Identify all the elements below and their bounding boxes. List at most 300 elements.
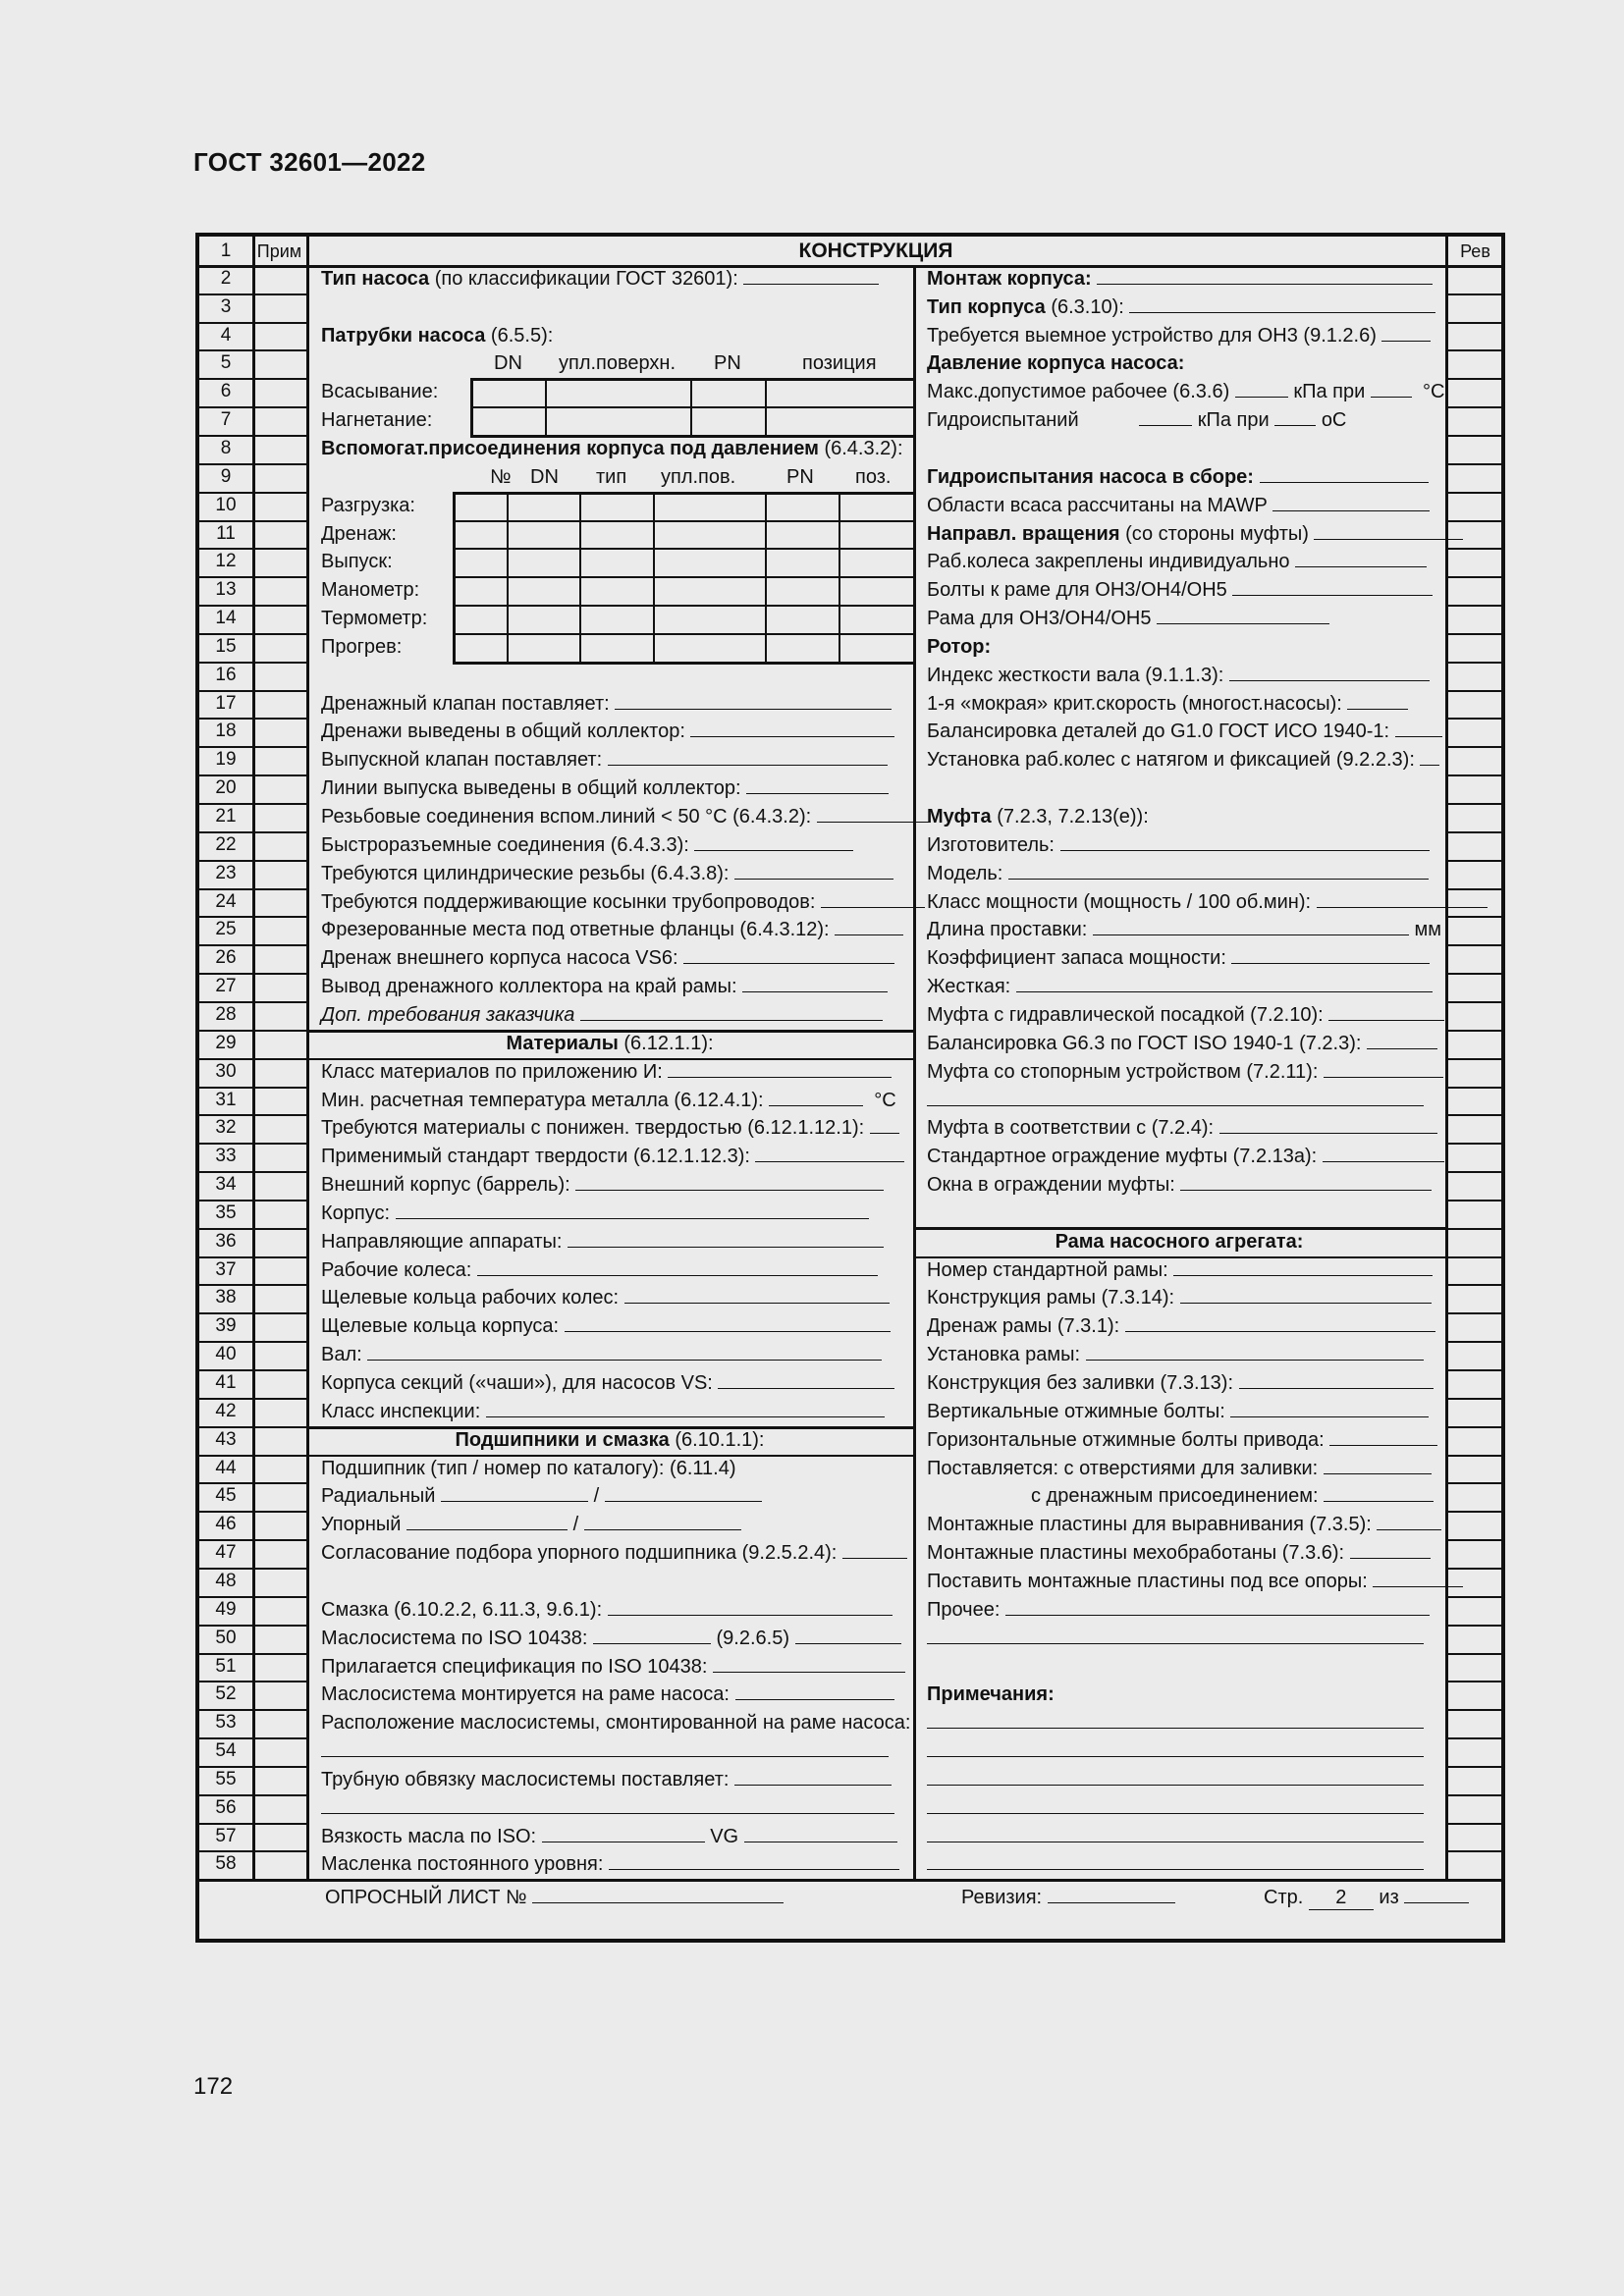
label-text: Подшипник (тип / номер по каталогу): (6.11.4) <box>321 1457 736 1479</box>
right-field <box>927 495 1430 517</box>
fill-line[interactable] <box>1016 976 1433 992</box>
grid-line <box>1445 378 1505 380</box>
label-text: Требуются цилиндрические резьбы (6.4.3.8): <box>321 862 730 884</box>
grid-line <box>199 1511 306 1513</box>
fill-line[interactable] <box>1239 1372 1434 1389</box>
sheet-number-field <box>325 1887 784 1909</box>
fill-line[interactable] <box>565 1315 891 1332</box>
thrust-bearing-field <box>321 1514 741 1536</box>
frame-field <box>927 1372 1434 1395</box>
row-number: 19 <box>215 749 237 771</box>
fill-line[interactable] <box>694 834 853 851</box>
fill-line[interactable] <box>1314 523 1463 540</box>
label-text: 1-я «мокрая» крит.скорость (многост.насосы): <box>927 692 1342 715</box>
label-text: Ротор: <box>927 635 992 658</box>
label-text: Корпуса секций («чаши»), для насосов VS: <box>321 1372 713 1394</box>
fill-line[interactable] <box>1231 947 1430 964</box>
grid-line <box>1445 349 1505 351</box>
row-number: 34 <box>215 1174 237 1196</box>
grid-line <box>1445 548 1505 550</box>
bearings-heading <box>306 1429 913 1452</box>
frame-field <box>927 1344 1424 1366</box>
grid-line <box>199 1284 306 1286</box>
frame-field <box>927 1458 1432 1480</box>
label-text: Монтажные пластины для выравнивания (7.3.5): <box>927 1514 1372 1536</box>
fill-line[interactable] <box>795 1628 901 1644</box>
fill-line[interactable] <box>927 1628 1424 1644</box>
fill-line[interactable] <box>927 1853 1424 1870</box>
row-number: 37 <box>215 1258 237 1280</box>
aux-col-label <box>596 466 626 489</box>
label-text: Монтажные пластины мехобработаны (7.3.6): <box>927 1542 1345 1565</box>
fill-line[interactable] <box>1060 834 1430 851</box>
grid-line <box>1445 1256 1505 1258</box>
coupling-field <box>927 1174 1432 1197</box>
label-text: Радиальный <box>321 1485 436 1508</box>
label-text: Конструкция без заливки (7.3.13): <box>927 1372 1234 1394</box>
fill-line[interactable] <box>486 1401 885 1417</box>
coupling-field <box>927 1146 1444 1168</box>
grid-line <box>507 492 509 662</box>
label-text: Маслосистема по ISO 10438: <box>321 1627 588 1649</box>
grid-line <box>453 548 913 550</box>
document-header: ГОСТ 32601—2022 <box>193 147 426 177</box>
nozzle-col-label <box>494 352 522 375</box>
grid-line <box>1445 1001 1505 1003</box>
fill-line[interactable] <box>744 1826 897 1842</box>
grid-line <box>1445 633 1505 635</box>
left-field <box>321 891 925 914</box>
fill-line[interactable] <box>817 806 930 823</box>
fill-line[interactable] <box>441 1485 588 1502</box>
fill-line[interactable] <box>615 693 892 710</box>
label-text: Масленка постоянного уровня: <box>321 1853 604 1876</box>
fill-line[interactable] <box>1373 1571 1463 1587</box>
fill-line[interactable] <box>718 1372 894 1389</box>
grid-line <box>199 1455 306 1457</box>
row-number: 58 <box>215 1853 237 1875</box>
fill-line[interactable] <box>1086 1344 1424 1361</box>
grid-line <box>1445 1114 1505 1116</box>
grid-line <box>1445 888 1505 890</box>
row-number: 21 <box>215 806 237 827</box>
fill-line[interactable] <box>668 1061 892 1078</box>
fill-line[interactable] <box>1328 1004 1444 1021</box>
fill-line[interactable] <box>1129 296 1435 313</box>
grid-line <box>199 406 306 408</box>
coupling-field <box>927 891 1488 914</box>
discharge-label <box>321 409 432 432</box>
grid-line <box>199 1200 306 1201</box>
fill-line[interactable] <box>1367 1033 1437 1049</box>
label-text: Конструкция рамы (7.3.14): <box>927 1287 1175 1309</box>
label-text: Корпус: <box>321 1201 391 1224</box>
row-number: 5 <box>220 352 232 374</box>
grid-line <box>1445 944 1505 946</box>
label-text: Вал: <box>321 1344 362 1366</box>
row-number: 45 <box>215 1485 237 1507</box>
grid-line <box>1445 1030 1505 1032</box>
row-number: 11 <box>216 522 236 544</box>
fill-line[interactable] <box>1093 919 1409 935</box>
grid-line <box>1445 718 1505 720</box>
bearing-field <box>321 1769 892 1791</box>
row-number: 47 <box>215 1542 237 1564</box>
fill-line[interactable] <box>870 1117 899 1134</box>
fill-line[interactable] <box>532 1887 784 1903</box>
grid-line <box>1445 605 1505 607</box>
hydrotest-assembly-field <box>927 466 1429 489</box>
label-text: Дренаж: <box>321 522 397 545</box>
grid-line <box>199 1879 306 1882</box>
left-field <box>321 919 903 941</box>
fill-line[interactable] <box>1371 381 1412 398</box>
fill-line[interactable] <box>1404 1887 1469 1903</box>
fill-line[interactable] <box>1173 1259 1433 1276</box>
left-field <box>321 863 893 885</box>
fill-line[interactable] <box>321 1740 889 1757</box>
grid-line <box>199 576 306 578</box>
fill-line[interactable] <box>575 1174 884 1191</box>
fill-line[interactable] <box>1323 1146 1444 1162</box>
material-field <box>321 1174 884 1197</box>
fill-line[interactable] <box>1125 1315 1435 1332</box>
fill-line[interactable] <box>593 1628 711 1644</box>
row-number: 54 <box>215 1740 237 1762</box>
label-text: оС <box>1321 409 1347 432</box>
fill-line[interactable] <box>1420 749 1439 766</box>
label-text: Индекс жесткости вала (9.1.1.3): <box>927 664 1224 686</box>
row-number: 49 <box>215 1598 237 1620</box>
fill-line[interactable] <box>842 1542 907 1559</box>
label-text: Расположение маслосистемы, смонтированной на раме насоса: <box>321 1712 911 1735</box>
label-text: Манометр: <box>321 579 420 602</box>
grid-line <box>199 1398 306 1400</box>
fill-line[interactable] <box>1350 1542 1431 1559</box>
label-text: поз. <box>855 465 892 488</box>
fill-line[interactable] <box>542 1826 705 1842</box>
label-text: (6.10.1.1): <box>675 1428 765 1451</box>
grid-line <box>199 1625 306 1627</box>
grid-line <box>199 1850 306 1852</box>
material-field <box>321 1146 904 1168</box>
bearing-field <box>321 1458 735 1480</box>
grid-line <box>199 831 306 833</box>
label-text: Дренажный клапан поставляет: <box>321 692 610 715</box>
label-text: Поставить монтажные пластины под все опоры: <box>927 1570 1368 1592</box>
fill-line[interactable] <box>835 919 903 935</box>
fill-line[interactable] <box>406 1514 568 1530</box>
max-pressure-field <box>927 381 1444 403</box>
fill-line[interactable] <box>1329 1429 1437 1446</box>
fill-line[interactable] <box>927 1826 1424 1842</box>
grid-line <box>913 1227 1445 1230</box>
fill-line[interactable] <box>1180 1174 1432 1191</box>
oil-system-field <box>321 1628 901 1650</box>
casing-mount-field <box>927 268 1433 291</box>
fill-line[interactable] <box>1219 1117 1437 1134</box>
label-text: Муфта <box>927 806 992 828</box>
label-text: (6.3.10): <box>1051 295 1124 318</box>
row-number: 40 <box>215 1344 237 1365</box>
label-text: Болты к раме для ОН3/ОН4/ОН5 <box>927 579 1227 602</box>
row-number: 15 <box>215 635 237 657</box>
grid-line <box>199 633 306 635</box>
row-number: 31 <box>215 1089 237 1110</box>
label-text: Давление корпуса насоса: <box>927 352 1185 375</box>
fill-line[interactable] <box>927 1712 1424 1729</box>
row-number: 29 <box>215 1032 237 1053</box>
grid-line <box>199 662 306 664</box>
label-text: Применимый стандарт твердости (6.12.1.12.3): <box>321 1146 750 1168</box>
material-field <box>321 1287 890 1309</box>
fill-line[interactable] <box>769 1090 863 1106</box>
fill-line[interactable] <box>1324 1458 1432 1474</box>
grid-line <box>199 548 306 550</box>
bearing-field <box>321 1853 899 1876</box>
label-text: с дренажным присоединением: <box>1031 1485 1319 1508</box>
grid-line <box>1445 1766 1505 1768</box>
fill-line[interactable] <box>608 749 888 766</box>
fill-line[interactable] <box>1347 693 1408 710</box>
fill-line[interactable] <box>568 1231 884 1248</box>
fill-line[interactable] <box>1232 579 1433 596</box>
label-text: Рама для ОН3/ОН4/ОН5 <box>927 608 1152 630</box>
label-text: Рабочие колеса: <box>321 1258 472 1281</box>
aux-row-label <box>321 636 402 659</box>
grid-line <box>1445 1653 1505 1655</box>
grid-line <box>199 1087 306 1089</box>
fill-line[interactable] <box>321 1797 894 1814</box>
rotor-field <box>927 693 1408 716</box>
left-field <box>321 749 888 772</box>
grid-line <box>199 1114 306 1116</box>
fill-line[interactable] <box>1008 863 1429 880</box>
label-text: Прилагается спецификация по ISO 10438: <box>321 1655 708 1678</box>
grid-line <box>1445 520 1505 522</box>
label-text: упл.пов. <box>661 465 736 488</box>
right-field <box>927 608 1329 630</box>
row-number: 16 <box>215 664 237 685</box>
fill-line[interactable] <box>927 1090 1424 1106</box>
row-number: 35 <box>215 1201 237 1223</box>
row-number: 7 <box>220 409 232 431</box>
grid-line <box>199 1823 306 1825</box>
left-field <box>321 947 894 970</box>
label-text: Области всаса рассчитаны на MAWP <box>927 494 1268 516</box>
fill-line[interactable] <box>367 1344 882 1361</box>
fill-line[interactable] <box>927 1769 1424 1786</box>
material-field <box>321 1061 892 1084</box>
fill-line[interactable] <box>396 1202 869 1219</box>
fill-line[interactable] <box>1048 1887 1175 1903</box>
label-text: (со стороны муфты) <box>1125 522 1309 545</box>
grid-line <box>199 435 306 437</box>
label-text: Муфта в соответствии с (7.2.4): <box>927 1117 1215 1140</box>
label-text: °С <box>874 1089 896 1111</box>
row-number: 55 <box>215 1768 237 1789</box>
label-text: мм <box>1414 919 1441 941</box>
row-number: 9 <box>220 465 232 487</box>
grid-line <box>199 803 306 805</box>
left-field <box>321 834 853 857</box>
rotation-field <box>927 523 1463 546</box>
row-number: 10 <box>215 494 237 515</box>
grid-line <box>913 378 915 435</box>
grid-line <box>453 605 913 607</box>
frame-field <box>927 1542 1431 1565</box>
fill-line[interactable] <box>927 1740 1424 1757</box>
fill-line[interactable] <box>1395 721 1442 737</box>
fill-line[interactable] <box>1157 608 1329 624</box>
notes-line <box>927 1797 1424 1820</box>
grid-line <box>839 492 840 662</box>
fill-line[interactable] <box>1139 409 1192 426</box>
notes-line <box>927 1712 1424 1735</box>
coupling-field <box>927 834 1430 857</box>
fill-line[interactable] <box>1381 325 1431 342</box>
left-field <box>321 806 930 828</box>
material-field <box>321 1202 869 1225</box>
label-text: Стандартное ограждение муфты (7.2.13а): <box>927 1146 1318 1168</box>
grid-line <box>199 322 306 324</box>
label-text: Вспомогат.присоединения корпуса под давлением <box>321 437 819 459</box>
fill-line[interactable] <box>927 1797 1424 1814</box>
fill-line[interactable] <box>713 1656 905 1673</box>
grid-line <box>199 774 306 776</box>
grid-line <box>199 1766 306 1768</box>
fill-line[interactable] <box>1324 1061 1443 1078</box>
row-number: 53 <box>215 1712 237 1734</box>
suction-label <box>321 381 438 403</box>
fill-line[interactable] <box>1180 1287 1432 1304</box>
label-text: Установка рамы: <box>927 1344 1081 1366</box>
label-text: °С <box>1422 381 1445 403</box>
grid-line <box>306 1455 913 1457</box>
label-text: / <box>593 1485 600 1508</box>
fill-line[interactable] <box>1295 551 1427 567</box>
grid-line <box>199 1681 306 1682</box>
grid-line <box>1445 1625 1505 1627</box>
radial-bearing-field <box>321 1485 762 1508</box>
label-text: (6.4.3.2): <box>824 437 903 459</box>
label-text: Стр. <box>1264 1887 1304 1909</box>
coupling-heading <box>927 806 1149 828</box>
fill-line[interactable] <box>1272 495 1430 511</box>
row-number: 23 <box>215 862 237 883</box>
questionnaire-form <box>195 233 1505 1943</box>
grid-line <box>199 1312 306 1314</box>
fill-line[interactable] <box>742 976 888 992</box>
grid-line <box>199 1794 306 1796</box>
page-value[interactable]: 2 <box>1309 1887 1374 1910</box>
fill-line[interactable] <box>1097 268 1433 285</box>
right-field <box>927 579 1433 602</box>
label-text: Маслосистема монтируется на раме насоса: <box>321 1683 730 1706</box>
fill-line[interactable] <box>1317 891 1488 908</box>
label-text: Термометр: <box>321 608 428 630</box>
grid-line <box>199 718 306 720</box>
fill-line[interactable] <box>609 1853 899 1870</box>
aux-row-label <box>321 551 393 573</box>
aux-col-label <box>855 466 891 489</box>
label-text: Требуется выемное устройство для ОН3 (9.1.2.6) <box>927 324 1377 347</box>
fill-line[interactable] <box>743 268 879 285</box>
fill-line[interactable] <box>477 1259 878 1276</box>
fill-line[interactable] <box>608 1599 893 1616</box>
fill-line[interactable] <box>1324 1485 1434 1502</box>
frame-field <box>1031 1485 1434 1508</box>
row-number: 33 <box>215 1146 237 1167</box>
fill-line[interactable] <box>624 1287 890 1304</box>
fill-line[interactable] <box>1230 1401 1429 1417</box>
aux-row-label <box>321 579 419 602</box>
fill-line[interactable] <box>1229 665 1430 681</box>
row-number: 38 <box>215 1287 237 1308</box>
label-text: Балансировка деталей до G1.0 ГОСТ ИСО 1940-1: <box>927 721 1390 743</box>
fill-line[interactable] <box>584 1514 741 1530</box>
fill-line[interactable] <box>735 1683 894 1700</box>
notes-line <box>927 1853 1424 1876</box>
label-text: Нагнетание: <box>321 409 433 432</box>
grid-line <box>1445 1709 1505 1711</box>
label-text: Трубную обвязку маслосистемы поставляет: <box>321 1768 730 1790</box>
fill-line[interactable] <box>821 891 925 908</box>
rotor-heading <box>927 636 991 659</box>
label-text: DN <box>530 465 559 488</box>
label-text: Фрезерованные места под ответные фланцы (6.4.3.12): <box>321 919 830 941</box>
fill-line[interactable] <box>734 1769 892 1786</box>
grid-line <box>1445 1058 1505 1060</box>
row-number: 52 <box>215 1683 237 1705</box>
fill-line[interactable] <box>1274 409 1316 426</box>
fill-line[interactable] <box>690 721 894 737</box>
label-text: Поставляется: с отверстиями для заливки: <box>927 1457 1319 1479</box>
label-text: Макс.допустимое рабочее (6.3.6) <box>927 381 1230 403</box>
grid-line <box>1445 1823 1505 1825</box>
right-field <box>927 551 1427 573</box>
row-number: 4 <box>220 324 232 346</box>
fill-line[interactable] <box>1235 381 1288 398</box>
grid-line <box>453 492 456 662</box>
fill-line[interactable] <box>580 1004 883 1021</box>
grid-line <box>579 492 581 662</box>
label-text: ОПРОСНЫЙ ЛИСТ № <box>325 1887 527 1909</box>
fill-line[interactable] <box>605 1485 762 1502</box>
fill-line[interactable] <box>683 947 894 964</box>
coupling-field <box>927 1117 1437 1140</box>
fill-line[interactable] <box>746 777 889 794</box>
fill-line[interactable] <box>1260 466 1429 483</box>
label-text: (7.2.3, 7.2.13(е)): <box>997 806 1149 828</box>
label-text: PN <box>786 465 814 488</box>
coupling-field <box>927 947 1430 970</box>
label-text: Рама насосного агрегата: <box>1055 1230 1304 1253</box>
label-text: Гидроиспытания насоса в сборе: <box>927 465 1254 488</box>
label-text: DN <box>494 352 522 375</box>
grid-line <box>199 1568 306 1570</box>
fill-line[interactable] <box>1005 1599 1430 1616</box>
fill-line[interactable] <box>734 863 893 880</box>
fill-line[interactable] <box>755 1146 904 1162</box>
aux-col-label <box>786 466 814 489</box>
label-text: Вязкость масла по ISO: <box>321 1825 537 1847</box>
row-number: 14 <box>215 608 237 629</box>
label-text: Выпускной клапан поставляет: <box>321 749 603 772</box>
row-number: 6 <box>220 381 232 402</box>
row-number: 13 <box>215 579 237 601</box>
fill-line[interactable] <box>1377 1514 1441 1530</box>
